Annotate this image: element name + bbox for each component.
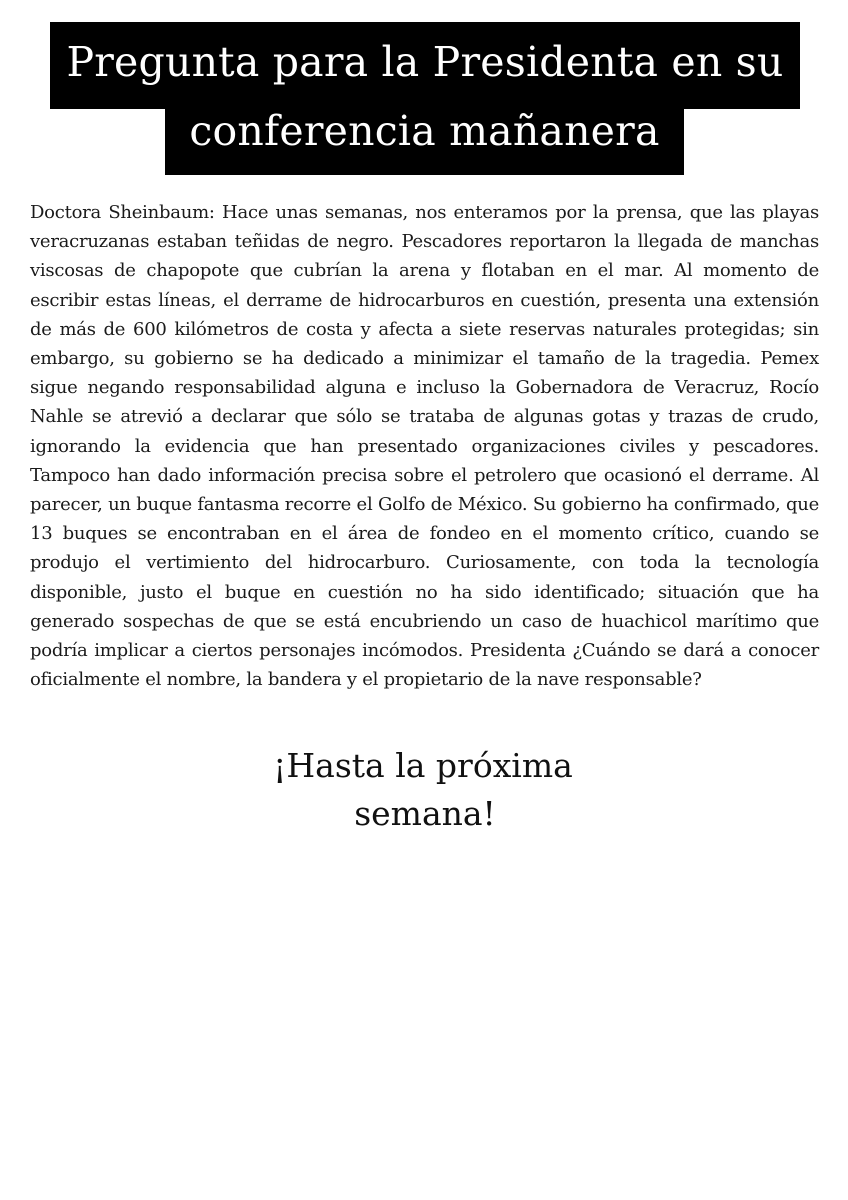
body-paragraph: Doctora Sheinbaum: Hace unas semanas, nos enteramos por la prensa, que las playas veracruzanas estaban teñidas de negro. Pescadores reportaron la llegada de manchas viscosas de chapopote que cubrían la arena y flotaban en el mar. Al momento de escribir estas líneas, el derrame de hidrocarburos en cuestión, presenta una extensión de más de 600 kilómetros de costa y afecta a siete reservas naturales protegidas; sin embargo, su gobierno se ha dedicado a minimizar el tamaño de la tragedia. Pemex sigue negando responsabilidad alguna e incluso la Gobernadora de Veracruz, Rocío Nahle se atrevió a declarar que sólo se trataba de algunas gotas y trazas de crudo, ignorando la evidencia que han presentado organizaciones civiles y pescadores. Tampoco han dado información precisa sobre el petrolero que ocasionó el derrame. Al parecer, un buque fantasma recorre el Golfo de México. Su gobierno ha confirmado, que 13 buques se encontraban en el área de fondeo en el momento crítico, cuando se produjo el vertimiento del hidrocarburo. Curiosamente, con toda la tecnología disponible, justo el buque en cuestión no ha sido identificado; situación que ha generado sospechas de que se está encubriendo un caso de huachicol marítimo que podría implicar a ciertos personajes incómodos. Presidenta ¿Cuándo se dará a conocer oficialmente el nombre, la bandera y el propietario de la nave responsable?: [30, 202, 819, 691]
closing-line-1: ¡Hasta la próxima: [273, 746, 573, 785]
closing-line-2: semana!: [354, 794, 496, 833]
page-title-line-1: Pregunta para la Presidenta en su: [50, 22, 800, 109]
page-title-line-2: conferencia mañanera: [165, 99, 684, 175]
closing-text: [0, 742, 848, 838]
